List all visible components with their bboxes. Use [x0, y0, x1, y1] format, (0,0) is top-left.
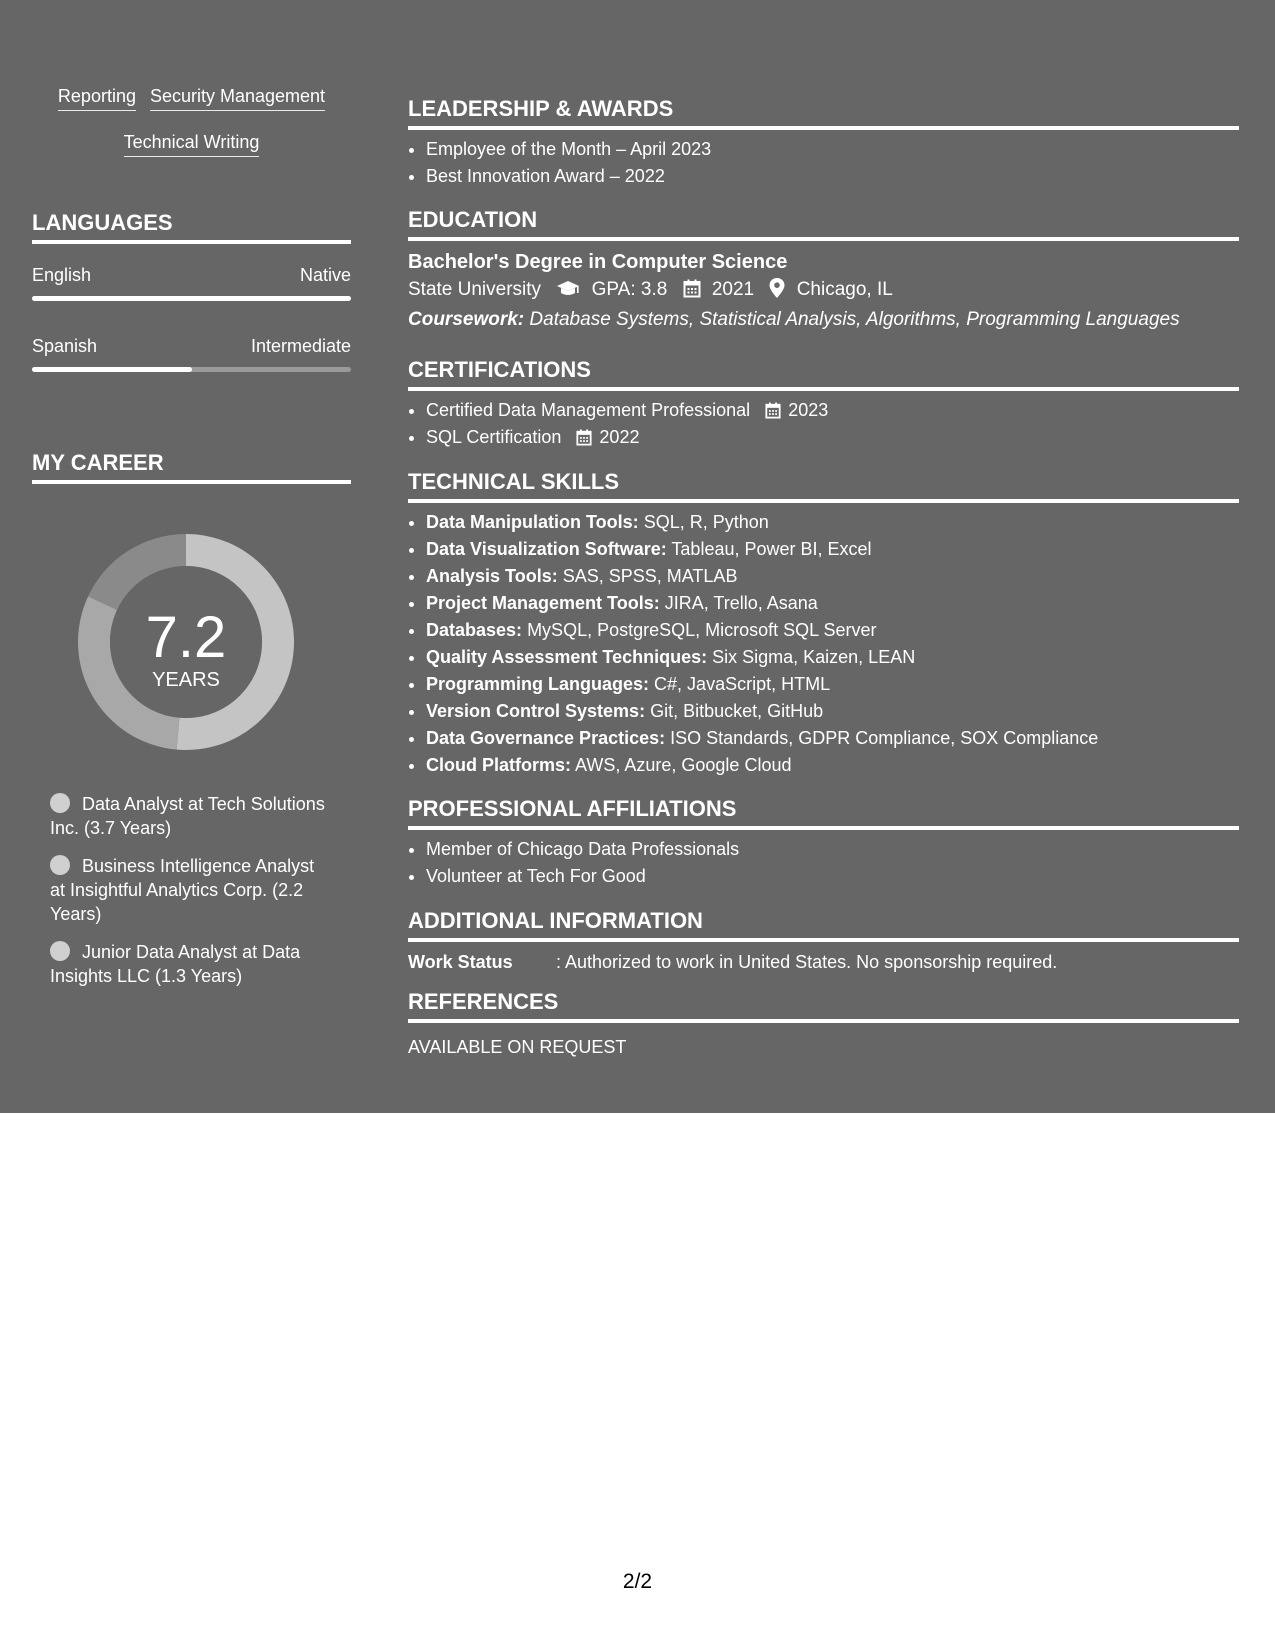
list-item: • Member of Chicago Data Professionals: [426, 836, 1239, 863]
school-name: State University: [408, 279, 542, 300]
references-section: [408, 989, 1239, 1059]
proficiency-fill: [32, 296, 351, 301]
section-heading: ADDITIONAL INFORMATION: [408, 908, 703, 933]
section-divider: [408, 126, 1239, 130]
skill-values: ISO Standards, GDPR Compliance, SOX Compliance: [670, 728, 1099, 748]
certification-name: SQL Certification: [426, 427, 562, 447]
list-item: [426, 698, 1239, 725]
career-legend-item: [50, 854, 330, 926]
career-label: Data Analyst at Tech Solutions Inc. (3.7 Years): [50, 794, 325, 838]
certification-year: 2022: [599, 427, 640, 447]
skill-category: Data Governance Practices:: [426, 728, 666, 748]
coursework-value: Database Systems, Statistical Analysis, Algorithms, Programming Languages: [529, 309, 1180, 330]
list-item: [426, 424, 1239, 451]
list-item: [426, 617, 1239, 644]
skill-tag: Reporting: [58, 86, 136, 111]
career-label: Junior Data Analyst at Data Insights LLC (1.3 Years): [50, 942, 301, 986]
skill-values: Tableau, Power BI, Excel: [671, 539, 872, 559]
certifications-list: [408, 397, 1239, 451]
certification-year: 2023: [788, 400, 829, 420]
list-item: [426, 563, 1239, 590]
career-label: Business Intelligence Analyst at Insightful Analytics Corp. (2.2 Years): [50, 856, 315, 924]
degree-title: Bachelor's Degree in Computer Science: [408, 251, 788, 273]
skill-values: Six Sigma, Kaizen, LEAN: [712, 647, 916, 667]
section-divider: [408, 237, 1239, 241]
skills-tags: [32, 86, 351, 178]
graduation-cap-icon: [556, 280, 580, 298]
language-item: [32, 335, 351, 372]
section-divider: [408, 387, 1239, 391]
work-status-label: Work Status: [408, 952, 513, 972]
section-heading: EDUCATION: [408, 207, 538, 232]
school-location: Chicago, IL: [796, 279, 893, 300]
section-divider: [408, 499, 1239, 503]
section-divider: [408, 938, 1239, 942]
skill-values: MySQL, PostgreSQL, Microsoft SQL Server: [527, 620, 877, 640]
calendar-icon: [576, 429, 592, 446]
map-pin-icon: [769, 278, 785, 298]
skill-values: C#, JavaScript, HTML: [654, 674, 831, 694]
career-total-value: 7.2: [145, 605, 227, 670]
skill-category: Analysis Tools:: [426, 566, 558, 586]
section-heading: REFERENCES: [408, 989, 559, 1014]
work-status-row: [408, 950, 1239, 974]
skill-category: Cloud Platforms:: [426, 755, 572, 775]
skill-category: Project Management Tools:: [426, 593, 660, 613]
awards-list: [408, 136, 1239, 190]
legend-dot: [50, 941, 70, 961]
proficiency-bar: [32, 367, 351, 372]
language-item: [32, 264, 351, 301]
career-legend: [50, 792, 330, 1002]
section-heading: MY CAREER: [32, 450, 164, 475]
list-item: [426, 644, 1239, 671]
list-item: [426, 509, 1239, 536]
list-item: • Best Innovation Award – 2022: [426, 163, 1239, 190]
career-donut-chart: [66, 522, 306, 762]
proficiency-fill: [32, 367, 192, 372]
skill-category: Programming Languages:: [426, 674, 650, 694]
list-item: • Employee of the Month – April 2023: [426, 136, 1239, 163]
skill-category: Databases:: [426, 620, 523, 640]
list-item: [426, 397, 1239, 424]
language-level: Intermediate: [250, 336, 351, 356]
section-heading: PROFESSIONAL AFFILIATIONS: [408, 796, 737, 821]
skill-values: SAS, SPSS, MATLAB: [562, 566, 738, 586]
gpa: GPA: 3.8: [591, 279, 668, 300]
education-section: [408, 207, 1239, 335]
skill-category: Data Visualization Software:: [426, 539, 667, 559]
leadership-section: [408, 96, 1239, 190]
work-status-value: : Authorized to work in United States. No sponsorship required.: [556, 952, 1058, 972]
career-legend-item: [50, 940, 330, 988]
skill-category: Data Manipulation Tools:: [426, 512, 639, 532]
list-item: [426, 671, 1239, 698]
skill-values: JIRA, Trello, Asana: [664, 593, 818, 613]
career-legend-item: [50, 792, 330, 840]
list-item: [426, 752, 1239, 779]
list-item: • Volunteer at Tech For Good: [426, 863, 1239, 890]
additional-info-section: [408, 908, 1239, 974]
technical-skills-list: [408, 509, 1239, 779]
skill-values: SQL, R, Python: [643, 512, 769, 532]
section-heading: LEADERSHIP & AWARDS: [408, 96, 674, 121]
coursework-label: Coursework:: [408, 309, 525, 330]
education-details: [408, 275, 1239, 305]
skill-tag: Security Management: [150, 86, 325, 111]
language-name: English: [32, 265, 92, 285]
skill-category: Quality Assessment Techniques:: [426, 647, 708, 667]
section-heading: TECHNICAL SKILLS: [408, 469, 620, 494]
section-divider: [408, 826, 1239, 830]
language-level: Native: [299, 265, 351, 285]
career-section: [32, 450, 351, 484]
references-text: AVAILABLE ON REQUEST: [408, 1037, 627, 1057]
certifications-section: [408, 357, 1239, 451]
section-heading: LANGUAGES: [32, 210, 173, 235]
calendar-icon: [765, 402, 781, 419]
skill-values: AWS, Azure, Google Cloud: [575, 755, 792, 775]
career-total-unit: YEARS: [152, 669, 220, 691]
skill-values: Git, Bitbucket, GitHub: [650, 701, 824, 721]
section-divider: [32, 480, 351, 484]
list-item: [426, 536, 1239, 563]
list-item: [426, 725, 1239, 752]
affiliations-section: [408, 796, 1239, 890]
page-number: 2/2: [622, 1570, 653, 1593]
coursework: [408, 305, 1239, 335]
skill-category: Version Control Systems:: [426, 701, 646, 721]
section-divider: [408, 1019, 1239, 1023]
list-item: [426, 590, 1239, 617]
language-name: Spanish: [32, 336, 98, 356]
certification-name: Certified Data Management Professional: [426, 400, 751, 420]
affiliations-list: [408, 836, 1239, 890]
legend-dot: [50, 855, 70, 875]
section-divider: [32, 240, 351, 244]
calendar-icon: [683, 279, 701, 298]
skill-tag: Technical Writing: [124, 132, 260, 157]
section-heading: CERTIFICATIONS: [408, 357, 591, 382]
proficiency-bar: [32, 296, 351, 301]
languages-section: [32, 210, 351, 372]
technical-skills-section: [408, 469, 1239, 779]
legend-dot: [50, 793, 70, 813]
graduation-year: 2021: [711, 279, 755, 300]
